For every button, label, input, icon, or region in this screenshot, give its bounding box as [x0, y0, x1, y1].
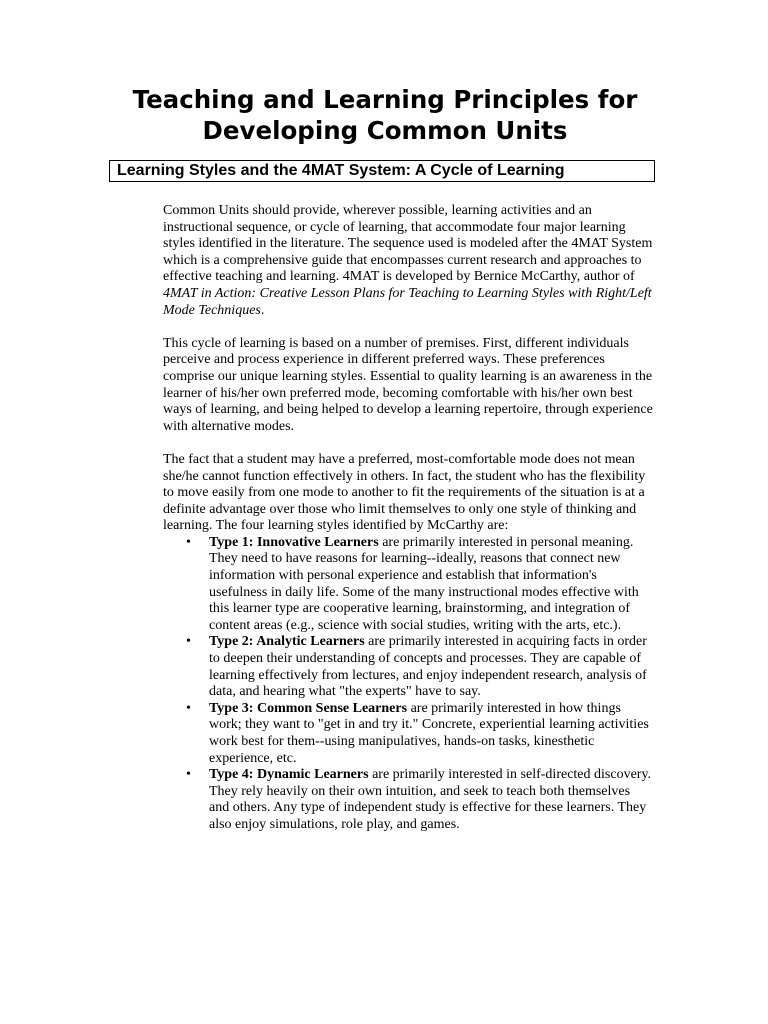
title-line-1: Teaching and Learning Principles for	[132, 85, 638, 114]
list-item-type-1	[186, 534, 653, 635]
type-description: are primarily interested in self-directed discovery. They rely heavily on their own intuition, and seek to teach both themselves and others. Any type of independent study is effective for these learners. They also enjoy simulations, role play, and games.	[209, 767, 652, 832]
list-item-type-3	[186, 700, 653, 767]
title-line-2: Developing Common Units	[202, 116, 568, 145]
bullet-icon: •	[186, 767, 191, 783]
type-description: are primarily interested in how things work; they want to "get in and try it." Concrete, experiential learning activities work best for them--using manipulatives, hands-on tasks, kinesthetic experience, etc.	[209, 700, 649, 766]
bullet-icon: •	[186, 634, 191, 650]
type-label: Type 1: Innovative Learners	[209, 534, 379, 550]
book-title: 4MAT in Action: Creative Lesson Plans for Teaching to Learning Styles with Right/Left Mode Techniques	[163, 285, 652, 318]
learning-types-list	[163, 535, 653, 834]
document-title	[60, 84, 710, 146]
type-description: are primarily interested in personal meaning. They need to have reasons for learning--ideally, reasons that connect new information with personal experience and establish that information's usefulness in daily life. Some of the many instructional modes effective with this learner type are cooperative learning, brainstorming, and integration of content areas (e.g., science with social studies, writing with the arts, etc.).	[209, 534, 639, 633]
section-heading: Learning Styles and the 4MAT System: A Cycle of Learning	[117, 162, 565, 179]
paragraph-intro-end: .	[260, 302, 265, 318]
bullet-icon: •	[186, 534, 191, 550]
type-label: Type 2: Analytic Learners	[209, 634, 365, 650]
document-body	[163, 203, 653, 834]
list-item-type-4	[186, 767, 653, 833]
bullet-icon: •	[186, 700, 191, 716]
paragraph-premises: This cycle of learning is based on a number of premises. First, different individuals perceive and process experience in different preferred ways. These preferences comprise our unique learning styles. Essential to quality learning is an awareness in the learner of his/her own preferred mode, becoming comfortable with his/her own best ways of learning, and being helped to develop a learning repertoire, through experience with alternative modes.	[163, 335, 653, 434]
paragraph-intro	[163, 203, 653, 319]
paragraph-modes: The fact that a student may have a preferred, most-comfortable mode does not mean she/he cannot function effectively in others. In fact, the student who has the flexibility to move easily from one mode to another to fit the requirements of the situation is at a definite advantage over those who limit themselves to only one style of thinking and learning. The four learning styles identified by McCarthy are:	[163, 451, 646, 534]
type-label: Type 3: Common Sense Learners	[209, 700, 408, 716]
paragraph-intro-text: Common Units should provide, wherever possible, learning activities and an instructional sequence, or cycle of learning, that accommodate four major learning styles identified in the literature. The sequence used is modeled after the 4MAT System which is a comprehensive guide that encompasses current research and approaches to effective teaching and learning. 4MAT is developed by Bernice McCarthy, author of	[163, 203, 653, 285]
type-label: Type 4: Dynamic Learners	[209, 767, 369, 783]
section-heading-box	[109, 160, 655, 182]
type-description: are primarily interested in acquiring facts in order to deepen their understanding of concepts and processes. They are capable of learning effectively from lectures, and enjoy independent research, analysis of data, and hearing what "the experts" have to say.	[209, 634, 647, 700]
list-item-type-2	[186, 634, 653, 700]
